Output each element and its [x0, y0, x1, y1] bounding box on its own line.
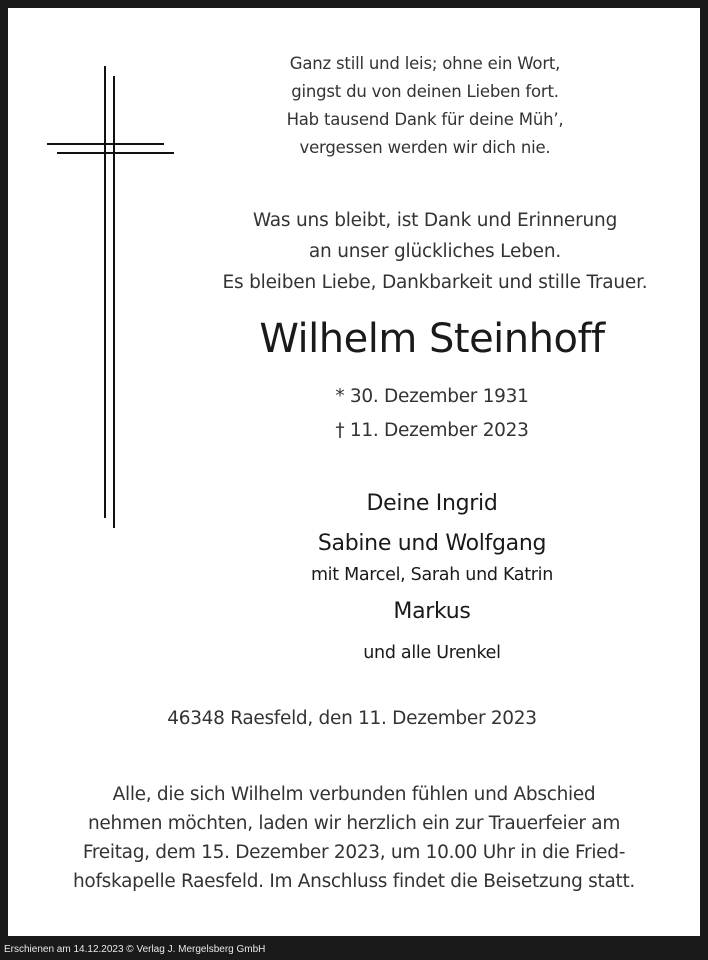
poem [225, 50, 625, 162]
place-date: 46348 Raesfeld, den 11. Dezember 2023 [167, 708, 537, 729]
poem-line: Hab tausend Dank für deine Müh’, [286, 110, 564, 129]
publication-footer: Erschienen am 14.12.2023 © Verlag J. Mergelsberg GmbH [4, 944, 266, 955]
mourner-line: und alle Urenkel [363, 643, 501, 663]
remembrance-text [185, 205, 685, 298]
birth-date: * 30. Dezember 1931 [335, 386, 529, 407]
notice-line: Alle, die sich Wilhelm verbunden fühlen und Abschied [112, 784, 596, 805]
poem-line: Ganz still und leis; ohne ein Wort, [289, 54, 561, 73]
remembrance-line: an unser glückliches Leben. [308, 241, 562, 262]
mourner-line: Deine Ingrid [366, 491, 498, 516]
mourner-line: mit Marcel, Sarah und Katrin [310, 565, 554, 585]
life-dates [282, 380, 582, 448]
funeral-notice [40, 780, 668, 896]
notice-line: nehmen möchten, laden wir herzlich ein zur Trauerfeier am [87, 813, 621, 834]
remembrance-line: Was uns bleibt, ist Dank und Erinnerung [252, 210, 618, 231]
notice-line: Freitag, dem 15. Dezember 2023, um 10.00 Uhr in die Fried- [82, 842, 626, 863]
mourner-line: Markus [393, 599, 471, 624]
notice-line: hofskapelle Raesfeld. Im Anschluss findet die Beisetzung statt. [73, 871, 635, 892]
remembrance-line: Es bleiben Liebe, Dankbarkeit und stille Trauer. [222, 272, 648, 293]
poem-line: vergessen werden wir dich nie. [299, 138, 551, 157]
death-date: † 11. Dezember 2023 [335, 420, 529, 441]
mourner-line: Sabine und Wolfgang [317, 531, 547, 556]
poem-line: gingst du von deinen Lieben fort. [291, 82, 559, 101]
deceased-name: Wilhelm Steinhoff [259, 316, 605, 362]
